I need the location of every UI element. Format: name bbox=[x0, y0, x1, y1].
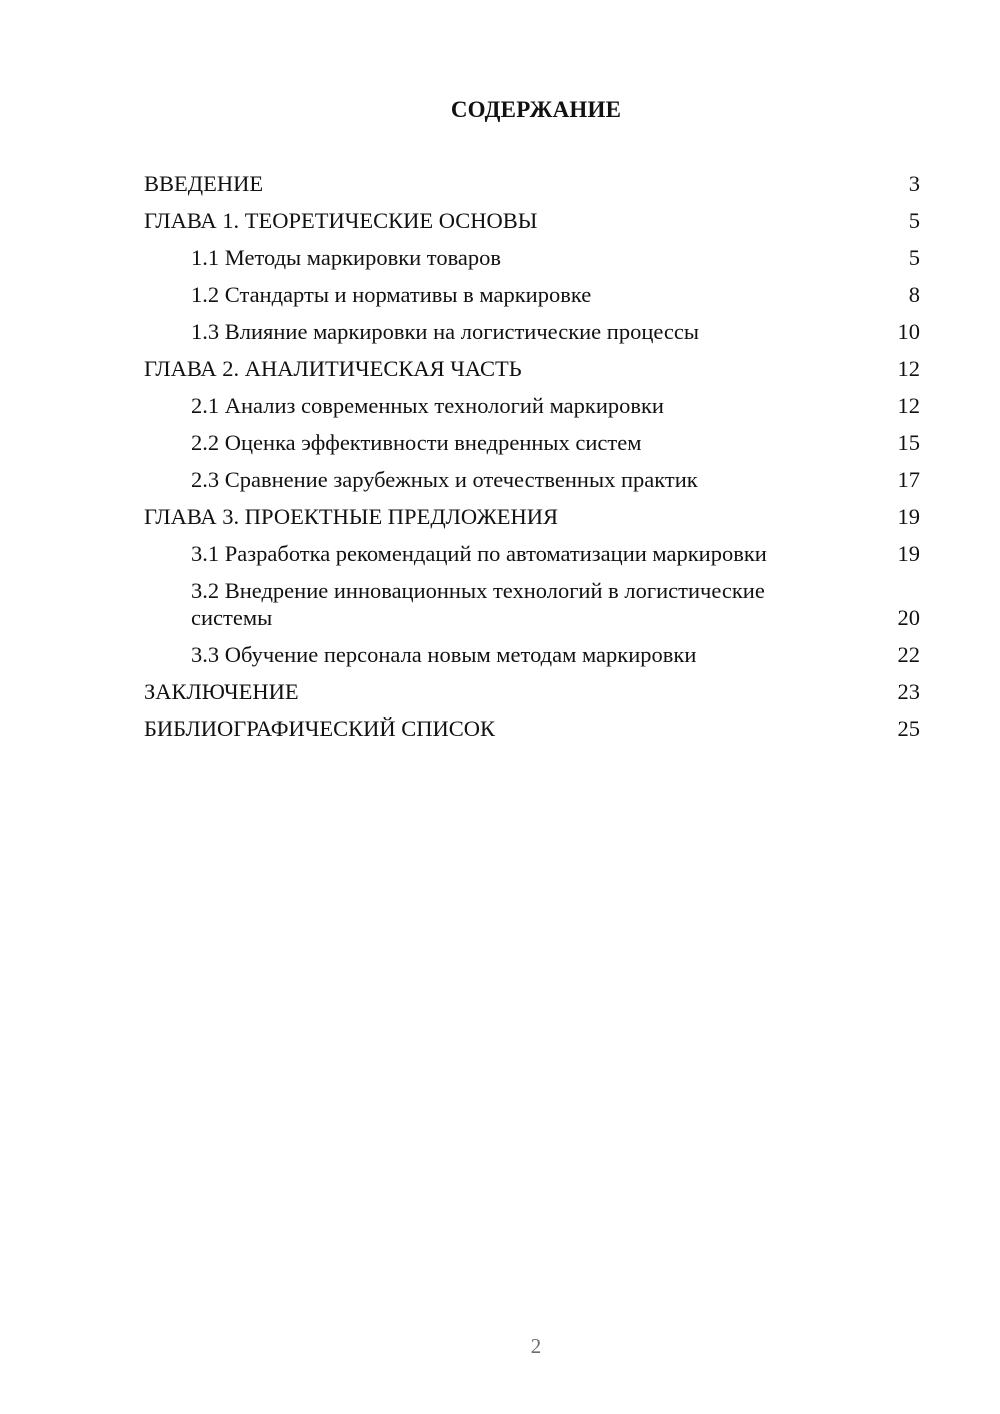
toc-entry-page: 20 bbox=[897, 605, 920, 630]
toc-entry-page: 22 bbox=[897, 642, 920, 667]
toc-entry-page: 17 bbox=[897, 467, 920, 492]
toc-entry-section-1-1[interactable] bbox=[144, 244, 920, 271]
table-of-contents bbox=[144, 170, 920, 752]
toc-entry-section-1-3[interactable] bbox=[144, 318, 920, 345]
toc-entry-text: 1.2 Стандарты и нормативы в маркировке bbox=[191, 282, 592, 307]
toc-entry-introduction[interactable] bbox=[144, 170, 920, 197]
toc-entry-section-1-2[interactable] bbox=[144, 281, 920, 308]
toc-entry-text: 2.3 Сравнение зарубежных и отечественных практик bbox=[191, 467, 698, 492]
toc-entry-page: 12 bbox=[897, 393, 920, 418]
toc-entry-page: 3 bbox=[908, 171, 920, 196]
toc-entry-chapter-2[interactable] bbox=[144, 355, 920, 382]
toc-entry-page: 23 bbox=[897, 679, 920, 704]
toc-entry-text: ВВЕДЕНИЕ bbox=[144, 171, 264, 196]
toc-entry-section-3-3[interactable] bbox=[144, 641, 920, 668]
toc-entry-page: 15 bbox=[897, 430, 920, 455]
toc-entry-conclusion[interactable] bbox=[144, 678, 920, 705]
toc-entry-text: 1.1 Методы маркировки товаров bbox=[191, 245, 502, 270]
toc-entry-text: ГЛАВА 3. ПРОЕКТНЫЕ ПРЕДЛОЖЕНИЯ bbox=[144, 504, 559, 529]
toc-entry-text: БИБЛИОГРАФИЧЕСКИЙ СПИСОК bbox=[144, 716, 496, 741]
toc-entry-section-2-1[interactable] bbox=[144, 392, 920, 419]
toc-entry-section-3-2[interactable] bbox=[144, 577, 920, 631]
toc-entry-bibliography[interactable] bbox=[144, 715, 920, 742]
toc-entry-text: 2.1 Анализ современных технологий маркировки bbox=[191, 393, 664, 418]
toc-entry-text: ЗАКЛЮЧЕНИЕ bbox=[144, 679, 299, 704]
toc-entry-page: 12 bbox=[897, 356, 920, 381]
toc-entry-chapter-1[interactable] bbox=[144, 207, 920, 234]
toc-entry-text: 3.2 Внедрение инновационных технологий в логистические системы bbox=[191, 578, 765, 630]
toc-entry-page: 8 bbox=[908, 282, 920, 307]
toc-entry-chapter-3[interactable] bbox=[144, 503, 920, 530]
toc-entry-page: 5 bbox=[908, 245, 920, 270]
toc-entry-section-2-2[interactable] bbox=[144, 429, 920, 456]
toc-entry-page: 5 bbox=[908, 208, 920, 233]
toc-entry-text: 3.1 Разработка рекомендаций по автоматизации маркировки bbox=[191, 541, 767, 566]
toc-entry-page: 25 bbox=[897, 716, 920, 741]
toc-entry-page: 10 bbox=[897, 319, 920, 344]
page-title: СОДЕРЖАНИЕ bbox=[450, 97, 622, 122]
toc-entry-text: ГЛАВА 1. ТЕОРЕТИЧЕСКИЕ ОСНОВЫ bbox=[144, 208, 538, 233]
toc-entry-section-2-3[interactable] bbox=[144, 466, 920, 493]
toc-entry-text: 1.3 Влияние маркировки на логистические процессы bbox=[191, 319, 699, 344]
toc-entry-section-3-1[interactable] bbox=[144, 540, 920, 567]
page-number: 2 bbox=[530, 1334, 542, 1358]
toc-entry-page: 19 bbox=[897, 541, 920, 566]
toc-entry-text: ГЛАВА 2. АНАЛИТИЧЕСКАЯ ЧАСТЬ bbox=[144, 356, 522, 381]
toc-entry-text: 2.2 Оценка эффективности внедренных систем bbox=[191, 430, 642, 455]
toc-entry-text: 3.3 Обучение персонала новым методам маркировки bbox=[191, 642, 697, 667]
toc-entry-page: 19 bbox=[897, 504, 920, 529]
